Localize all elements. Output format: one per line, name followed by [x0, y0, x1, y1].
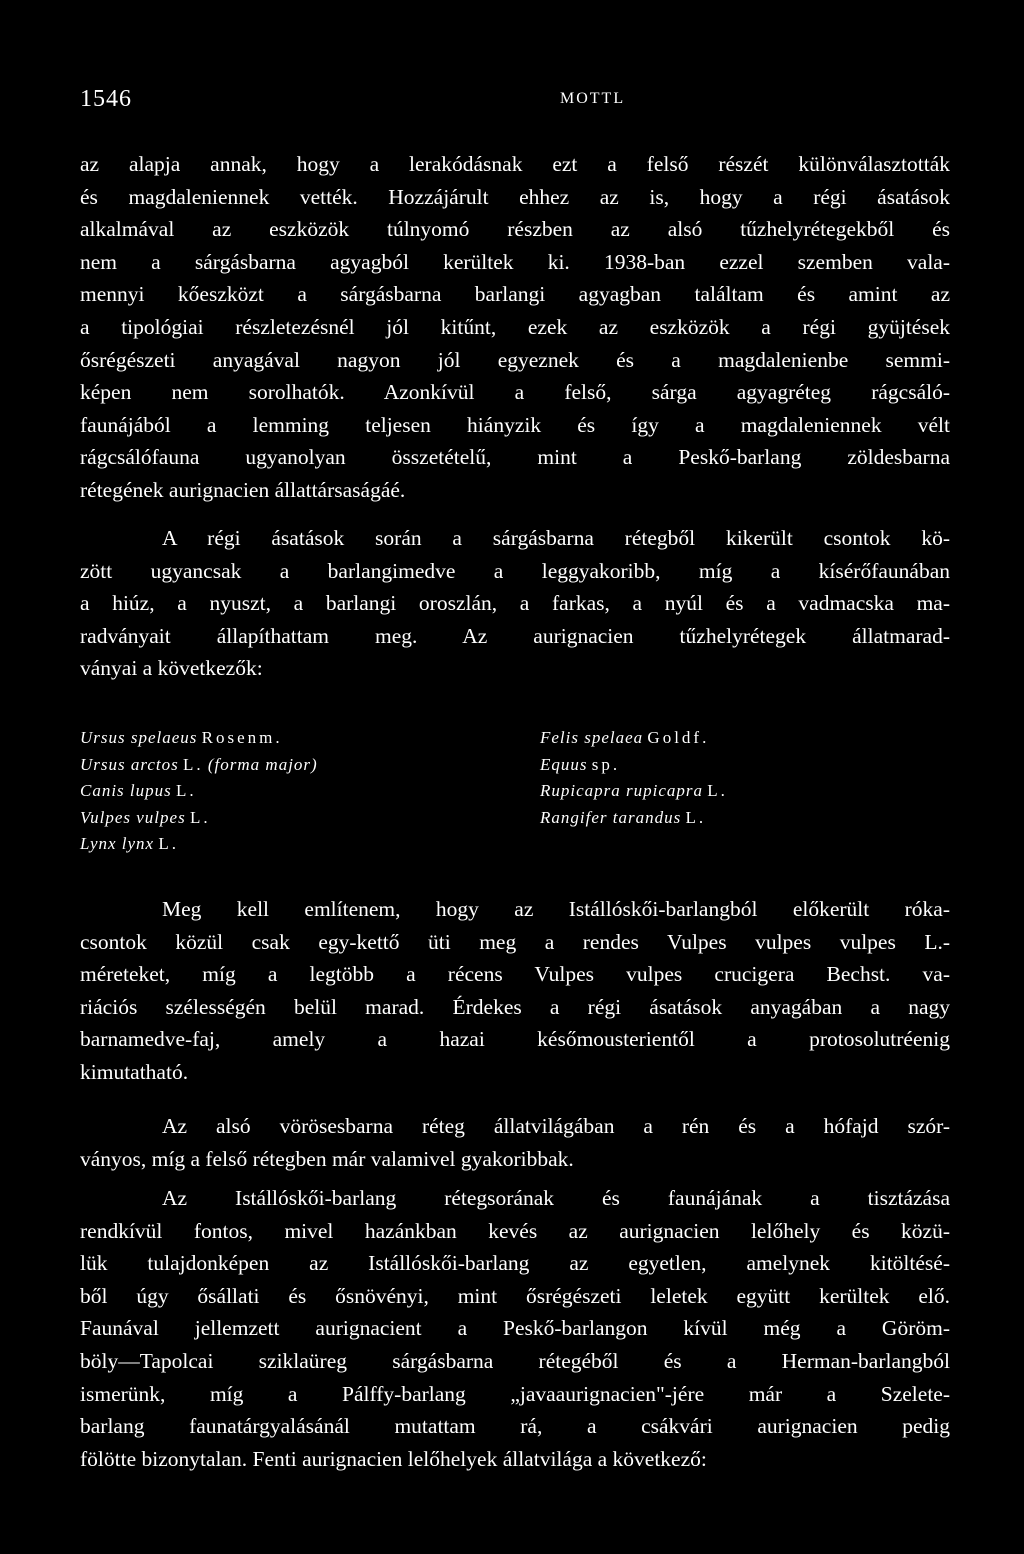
- species-author: sp.: [591, 754, 621, 774]
- text-line: barlang faunatárgyalásánál mutattam rá, a csákvári aurignacien pedig: [80, 1414, 950, 1439]
- page-number: 1546: [80, 86, 132, 112]
- species-column-left: [80, 725, 318, 858]
- text-line: rétegének aurignacien állattársaságáé.: [80, 477, 406, 502]
- text-line: képen nem sorolhatók. Azonkívül a felső, sárga agyagréteg rágcsáló-: [80, 380, 950, 405]
- species-author: L.: [707, 781, 728, 800]
- text-line: Meg kell említenem, hogy az Istállóskői-barlangból előkerült róka-: [162, 897, 950, 921]
- species-entry: [80, 778, 318, 805]
- species-name: Rangifer tarandus: [540, 807, 682, 827]
- species-entry: [80, 805, 318, 832]
- text-line: riációs szélességén belül marad. Érdekes a régi ásatások anyagában a nagy: [80, 994, 950, 1019]
- text-line: rendkívül fontos, mivel hazánkban kevés az aurignacien lelőhely és közü-: [80, 1218, 950, 1243]
- species-author: L.: [158, 834, 179, 853]
- text-line: mennyi kőeszközt a sárgásbarna barlangi agyagban találtam és amint az: [80, 282, 950, 307]
- text-line: ből úgy ősállati és ősnövényi, mint ősrégészeti leletek együtt kerültek elő.: [80, 1283, 950, 1308]
- text-line: Az alsó vörösesbarna réteg állatvilágában a rén és a hófajd szór-: [162, 1114, 950, 1138]
- text-line: ősrégészeti anyagával nagyon jól egyeznek és a magdalenienbe semmi-: [80, 347, 950, 372]
- species-name: Felis spelaea: [540, 728, 644, 747]
- paragraph: [80, 893, 950, 1089]
- species-list: [80, 725, 950, 855]
- species-entry: [80, 725, 318, 752]
- text-line: az alapja annak, hogy a lerakódásnak ezt a felső részét különválasztották: [80, 152, 950, 176]
- text-line: kimutatható.: [80, 1059, 189, 1084]
- species-name: Ursus spelaeus: [80, 728, 198, 747]
- text-line: ványai a következők:: [80, 656, 263, 681]
- species-name: Canis lupus: [80, 781, 172, 800]
- species-entry: [540, 778, 728, 805]
- species-name: Equus: [540, 754, 588, 774]
- species-name: Lynx lynx: [80, 834, 155, 853]
- text-line: lük tulajdonképen az Istállóskői-barlang az egyetlen, amelynek kitöltésé-: [80, 1251, 950, 1276]
- page-header: [80, 86, 950, 118]
- text-line: nem a sárgásbarna agyagból kerültek ki. 1938-ban ezzel szemben vala-: [80, 249, 950, 274]
- paragraph: [80, 522, 950, 685]
- text-line: Faunával jellemzett aurignacient a Peskő-barlangon kívül még a Göröm-: [80, 1316, 950, 1341]
- species-name: Rupicapra rupicapra: [540, 781, 704, 800]
- text-line: méreteket, míg a legtöbb a récens Vulpes vulpes crucigera Bechst. va-: [80, 962, 950, 987]
- text-line: ványos, míg a felső rétegben már valamivel gyakoribbak.: [80, 1146, 574, 1171]
- text-line: ismerünk, míg a Pálffy-barlang „javaaurignacien"-jére már a Szelete-: [80, 1381, 950, 1406]
- paragraph: [80, 148, 950, 507]
- species-entry: [540, 725, 728, 752]
- species-entry: [80, 752, 318, 779]
- text-line: böly—Tapolcai sziklaüreg sárgásbarna rétegéből és a Herman-barlangból: [80, 1348, 950, 1373]
- text-line: A régi ásatások során a sárgásbarna rétegből kikerült csontok kö-: [162, 526, 950, 550]
- species-note: (forma major): [207, 754, 318, 774]
- species-name: Vulpes vulpes: [80, 807, 186, 827]
- running-head: MOTTL: [560, 90, 626, 107]
- species-author: L.: [183, 754, 204, 774]
- species-name: Ursus arctos: [80, 754, 179, 774]
- text-line: faunájából a lemming teljesen hiányzik és így a magdaleniennek vélt: [80, 412, 950, 437]
- text-line: barnamedve-faj, amely a hazai későmousterientől a protosolutréenig: [80, 1027, 950, 1052]
- species-author: L.: [176, 781, 197, 800]
- paragraph: [80, 1182, 950, 1475]
- species-entry: [540, 752, 728, 779]
- text-line: a hiúz, a nyuszt, a barlangi oroszlán, a farkas, a nyúl és a vadmacska ma-: [80, 591, 950, 616]
- species-entry: [540, 805, 728, 832]
- species-author: L.: [189, 807, 211, 827]
- paragraph: [80, 1110, 950, 1175]
- species-author: Rosenm.: [201, 728, 283, 747]
- text-line: radványait állapíthattam meg. Az aurignacien tűzhelyrétegek állatmarad-: [80, 623, 950, 648]
- text-line: a tipológiai részletezésnél jól kitűnt, ezek az eszközök a régi gyüjtések: [80, 314, 950, 339]
- species-author: L.: [685, 807, 707, 827]
- text-line: fölötte bizonytalan. Fenti aurignacien lelőhelyek állatvilága a következő:: [80, 1446, 707, 1471]
- species-column-right: [540, 725, 728, 831]
- species-author: Goldf.: [647, 728, 710, 747]
- text-line: rágcsálófauna ugyanolyan összetételű, mint a Peskő-barlang zöldesbarna: [80, 445, 950, 470]
- text-line: Az Istállóskői-barlang rétegsorának és faunájának a tisztázása: [162, 1186, 950, 1210]
- text-line: csontok közül csak egy-kettő üti meg a rendes Vulpes vulpes vulpes L.-: [80, 929, 950, 954]
- text-line: alkalmával az eszközök túlnyomó részben az alsó tűzhelyrétegekből és: [80, 217, 950, 242]
- species-entry: [80, 831, 318, 858]
- text-line: és magdaleniennek vették. Hozzájárult ehhez az is, hogy a régi ásatások: [80, 184, 950, 209]
- text-line: zött ugyancsak a barlangimedve a leggyakoribb, míg a kísérőfaunában: [80, 558, 950, 583]
